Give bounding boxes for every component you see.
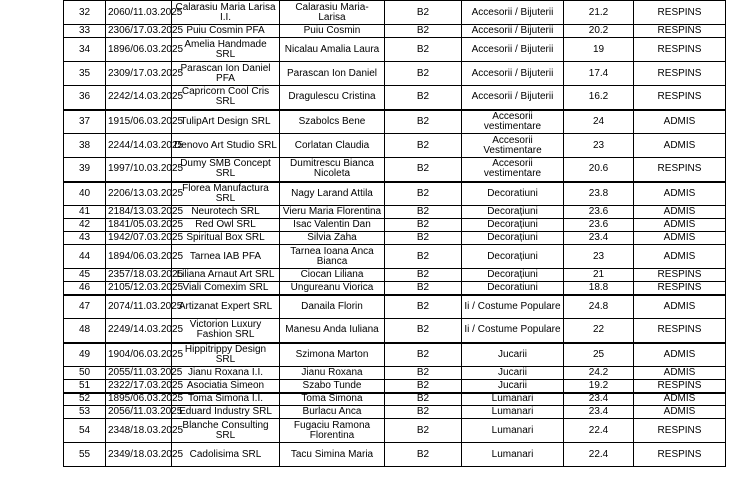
row-number: 46 [64, 282, 106, 295]
row-number: 43 [64, 232, 106, 245]
row-number: 38 [64, 134, 106, 158]
score: 23.8 [564, 182, 634, 206]
company-name: Dumy SMB Concept SRL [172, 158, 280, 182]
person-name: Ungureanu Viorica [280, 282, 385, 295]
score: 24 [564, 110, 634, 134]
category: Decoratiuni [462, 182, 564, 206]
registration-number: 1915/06.03.2025 [106, 110, 172, 134]
result-status: RESPINS [634, 380, 726, 393]
table-row [64, 443, 726, 467]
result-status: RESPINS [634, 38, 726, 62]
category: Accesorii Vestimentare [462, 134, 564, 158]
results-table [63, 0, 726, 467]
row-number: 51 [64, 380, 106, 393]
score: 23.6 [564, 219, 634, 232]
score: 23.4 [564, 393, 634, 406]
row-number: 53 [64, 406, 106, 419]
category: Jucarii [462, 367, 564, 380]
registration-number: 2249/14.03.2025 [106, 319, 172, 343]
row-number: 55 [64, 443, 106, 467]
table-row [64, 343, 726, 367]
score: 23.6 [564, 206, 634, 219]
score: 24.2 [564, 367, 634, 380]
table-row [64, 406, 726, 419]
result-status: ADMIS [634, 110, 726, 134]
category: Lumanari [462, 393, 564, 406]
row-number: 50 [64, 367, 106, 380]
table-row [64, 295, 726, 319]
result-status: ADMIS [634, 134, 726, 158]
row-number: 47 [64, 295, 106, 319]
company-name: Red Owl SRL [172, 219, 280, 232]
result-status: RESPINS [634, 443, 726, 467]
table-row [64, 380, 726, 393]
category: Decorațiuni [462, 206, 564, 219]
table-row [64, 206, 726, 219]
level: B2 [385, 182, 462, 206]
table-row [64, 25, 726, 38]
category: Decoratiuni [462, 282, 564, 295]
row-number: 45 [64, 269, 106, 282]
results-table-body [64, 1, 726, 467]
category: Lumanari [462, 406, 564, 419]
result-status: ADMIS [634, 245, 726, 269]
table-row [64, 182, 726, 206]
person-name: Fugaciu Ramona Florentina [280, 419, 385, 443]
registration-number: 1942/07.03.2025 [106, 232, 172, 245]
table-row [64, 62, 726, 86]
row-number: 48 [64, 319, 106, 343]
level: B2 [385, 380, 462, 393]
category: Accesorii / Bijuterii [462, 38, 564, 62]
person-name: Manesu Anda Iuliana [280, 319, 385, 343]
result-status: RESPINS [634, 86, 726, 110]
result-status: RESPINS [634, 62, 726, 86]
result-status: RESPINS [634, 419, 726, 443]
person-name: Nicalau Amalia Laura [280, 38, 385, 62]
registration-number: 2242/14.03.2025 [106, 86, 172, 110]
registration-number: 1997/10.03.2025 [106, 158, 172, 182]
company-name: Liliana Arnaut Art SRL [172, 269, 280, 282]
result-status: RESPINS [634, 269, 726, 282]
result-status: RESPINS [634, 282, 726, 295]
result-status: RESPINS [634, 25, 726, 38]
person-name: Puiu Cosmin [280, 25, 385, 38]
table-row [64, 232, 726, 245]
registration-number: 2184/13.03.2025 [106, 206, 172, 219]
row-number: 44 [64, 245, 106, 269]
person-name: Szabolcs Bene [280, 110, 385, 134]
row-number: 33 [64, 25, 106, 38]
score: 23.4 [564, 406, 634, 419]
registration-number: 1895/06.03.2025 [106, 393, 172, 406]
category: Lumanari [462, 419, 564, 443]
person-name: Jianu Roxana [280, 367, 385, 380]
row-number: 34 [64, 38, 106, 62]
table-row [64, 393, 726, 406]
level: B2 [385, 110, 462, 134]
table-row [64, 419, 726, 443]
person-name: Tarnea Ioana Anca Bianca [280, 245, 385, 269]
result-status: ADMIS [634, 206, 726, 219]
score: 24.8 [564, 295, 634, 319]
person-name: Tacu Simina Maria [280, 443, 385, 467]
result-status: ADMIS [634, 406, 726, 419]
category: Lumanari [462, 443, 564, 467]
result-status: RESPINS [634, 158, 726, 182]
score: 17.4 [564, 62, 634, 86]
registration-number: 2060/11.03.2025 [106, 1, 172, 25]
row-number: 40 [64, 182, 106, 206]
level: B2 [385, 269, 462, 282]
category: Ii / Costume Populare [462, 295, 564, 319]
registration-number: 2349/18.03.2025 [106, 443, 172, 467]
row-number: 32 [64, 1, 106, 25]
person-name: Danaila Florin [280, 295, 385, 319]
company-name: Victorion Luxury Fashion SRL [172, 319, 280, 343]
person-name: Silvia Zaha [280, 232, 385, 245]
level: B2 [385, 443, 462, 467]
category: Accesorii vestimentare [462, 110, 564, 134]
registration-number: 2244/14.03.2025 [106, 134, 172, 158]
table-row [64, 367, 726, 380]
level: B2 [385, 245, 462, 269]
result-status: RESPINS [634, 1, 726, 25]
company-name: Artizanat Expert SRL [172, 295, 280, 319]
level: B2 [385, 38, 462, 62]
registration-number: 1896/06.03.2025 [106, 38, 172, 62]
company-name: Capricorn Cool Cris SRL [172, 86, 280, 110]
person-name: Isac Valentin Dan [280, 219, 385, 232]
level: B2 [385, 367, 462, 380]
category: Accesorii / Bijuterii [462, 62, 564, 86]
table-row [64, 282, 726, 295]
result-status: ADMIS [634, 367, 726, 380]
registration-number: 2357/18.03.2025 [106, 269, 172, 282]
person-name: Szabo Tunde [280, 380, 385, 393]
company-name: Jianu Roxana I.I. [172, 367, 280, 380]
category: Decorațiuni [462, 232, 564, 245]
score: 21.2 [564, 1, 634, 25]
category: Decorațiuni [462, 269, 564, 282]
category: Decorațiuni [462, 219, 564, 232]
category: Ii / Costume Populare [462, 319, 564, 343]
score: 20.6 [564, 158, 634, 182]
category: Accesorii / Bijuterii [462, 1, 564, 25]
score: 22 [564, 319, 634, 343]
level: B2 [385, 319, 462, 343]
level: B2 [385, 25, 462, 38]
score: 19 [564, 38, 634, 62]
row-number: 35 [64, 62, 106, 86]
score: 23 [564, 245, 634, 269]
company-name: Puiu Cosmin PFA [172, 25, 280, 38]
level: B2 [385, 419, 462, 443]
company-name: Florea Manufactura SRL [172, 182, 280, 206]
result-status: ADMIS [634, 343, 726, 367]
row-number: 54 [64, 419, 106, 443]
score: 22.4 [564, 419, 634, 443]
table-row [64, 86, 726, 110]
category: Accesorii / Bijuterii [462, 25, 564, 38]
level: B2 [385, 1, 462, 25]
row-number: 37 [64, 110, 106, 134]
row-number: 49 [64, 343, 106, 367]
category: Jucarii [462, 343, 564, 367]
result-status: RESPINS [634, 319, 726, 343]
person-name: Dumitrescu Bianca Nicoleta [280, 158, 385, 182]
company-name: Neurotech SRL [172, 206, 280, 219]
row-number: 41 [64, 206, 106, 219]
level: B2 [385, 393, 462, 406]
company-name: Cadolisima SRL [172, 443, 280, 467]
level: B2 [385, 158, 462, 182]
result-status: ADMIS [634, 219, 726, 232]
level: B2 [385, 282, 462, 295]
category: Jucarii [462, 380, 564, 393]
table-row [64, 158, 726, 182]
registration-number: 1894/06.03.2025 [106, 245, 172, 269]
person-name: Toma Simona [280, 393, 385, 406]
company-name: Asociatia Simeon [172, 380, 280, 393]
score: 21 [564, 269, 634, 282]
score: 25 [564, 343, 634, 367]
person-name: Vieru Maria Florentina [280, 206, 385, 219]
level: B2 [385, 62, 462, 86]
table-row [64, 38, 726, 62]
table-row [64, 319, 726, 343]
score: 18.8 [564, 282, 634, 295]
level: B2 [385, 343, 462, 367]
company-name: Blanche Consulting SRL [172, 419, 280, 443]
registration-number: 1841/05.03.2025 [106, 219, 172, 232]
level: B2 [385, 86, 462, 110]
registration-number: 2105/12.03.2025 [106, 282, 172, 295]
registration-number: 1904/06.03.2025 [106, 343, 172, 367]
level: B2 [385, 206, 462, 219]
result-status: ADMIS [634, 182, 726, 206]
person-name: Burlacu Anca [280, 406, 385, 419]
category: Accesorii / Bijuterii [462, 86, 564, 110]
company-name: Spiritual Box SRL [172, 232, 280, 245]
company-name: Denovo Art Studio SRL [172, 134, 280, 158]
person-name: Dragulescu Cristina [280, 86, 385, 110]
company-name: Calarasiu Maria Larisa I.I. [172, 1, 280, 25]
level: B2 [385, 134, 462, 158]
person-name: Parascan Ion Daniel [280, 62, 385, 86]
table-row [64, 269, 726, 282]
row-number: 39 [64, 158, 106, 182]
company-name: Tarnea IAB PFA [172, 245, 280, 269]
result-status: ADMIS [634, 232, 726, 245]
company-name: Parascan Ion Daniel PFA [172, 62, 280, 86]
company-name: Viali Comexim SRL [172, 282, 280, 295]
registration-number: 2322/17.03.2025 [106, 380, 172, 393]
person-name: Calarasiu Maria-Larisa [280, 1, 385, 25]
person-name: Corlatan Claudia [280, 134, 385, 158]
registration-number: 2074/11.03.2025 [106, 295, 172, 319]
table-row [64, 245, 726, 269]
score: 23.4 [564, 232, 634, 245]
company-name: Toma Simona I.I. [172, 393, 280, 406]
registration-number: 2056/11.03.2025 [106, 406, 172, 419]
company-name: Hippitrippy Design SRL [172, 343, 280, 367]
company-name: Amelia Handmade SRL [172, 38, 280, 62]
company-name: Eduard Industry SRL [172, 406, 280, 419]
table-row [64, 134, 726, 158]
company-name: TulipArt Design SRL [172, 110, 280, 134]
level: B2 [385, 219, 462, 232]
row-number: 36 [64, 86, 106, 110]
category: Accesorii vestimentare [462, 158, 564, 182]
category: Decorațiuni [462, 245, 564, 269]
registration-number: 2306/17.03.2025 [106, 25, 172, 38]
result-status: ADMIS [634, 393, 726, 406]
registration-number: 2055/11.03.2025 [106, 367, 172, 380]
score: 19.2 [564, 380, 634, 393]
table-row [64, 1, 726, 25]
table-row [64, 110, 726, 134]
score: 20.2 [564, 25, 634, 38]
score: 16.2 [564, 86, 634, 110]
person-name: Nagy Larand Attila [280, 182, 385, 206]
registration-number: 2206/13.03.2025 [106, 182, 172, 206]
row-number: 52 [64, 393, 106, 406]
level: B2 [385, 232, 462, 245]
table-row [64, 219, 726, 232]
registration-number: 2348/18.03.2025 [106, 419, 172, 443]
level: B2 [385, 406, 462, 419]
level: B2 [385, 295, 462, 319]
person-name: Ciocan Liliana [280, 269, 385, 282]
score: 23 [564, 134, 634, 158]
row-number: 42 [64, 219, 106, 232]
score: 22.4 [564, 443, 634, 467]
result-status: ADMIS [634, 295, 726, 319]
registration-number: 2309/17.03.2025 [106, 62, 172, 86]
person-name: Szimona Marton [280, 343, 385, 367]
